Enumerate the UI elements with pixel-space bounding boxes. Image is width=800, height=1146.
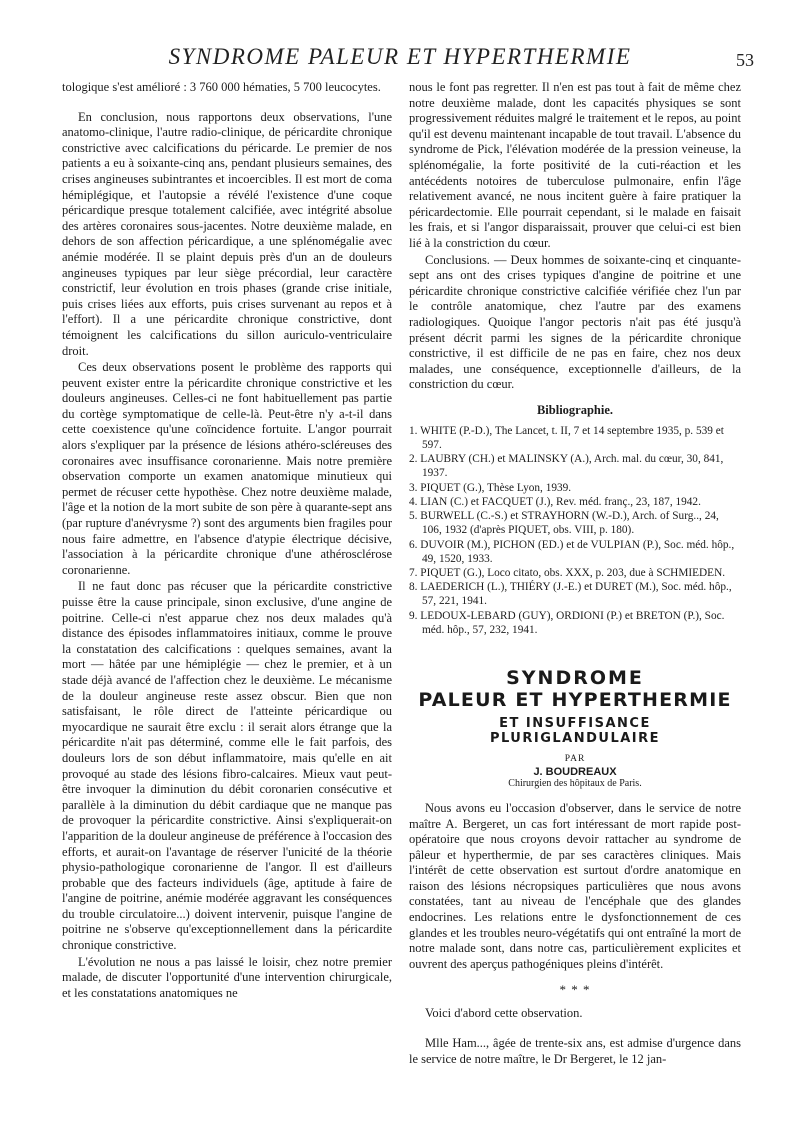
left-column (62, 80, 392, 1001)
paragraph: Ces deux observations posent le problème des rapports qui peuvent exister entre la péricardite chronique constrictive et les douleurs angineuses. Celles-ci ne font habituellement pas partie du cortège symptomatique de celle-là. Peut-être n'y a-t-il dans cette coexistence qu'une coïncidence fortuite. L'angor pourrait alors s'expliquer par la présence de lésions athéro-scléreuses des coronaires avec insuffisance coronarienne. Mais notre première observation comporte un examen anatomique minutieux qui permet de récuser cette hypothèse. Chez notre deuxième malade, l'âge et la notion de la mort subite de son père à quarante-sept ans (par rupture d'anévrysme ?) sont des arguments bien fragiles pour nous faire admettre, en l'absence d'atypie électrique décisive, l'association à la péricardite chronique d'une athérosclérose coronarienne. (62, 360, 392, 577)
bibliography-list (409, 424, 741, 637)
article-title-line: SYNDROME (506, 666, 644, 689)
paragraph: nous le font pas regretter. Il n'en est pas tout à fait de même chez notre deuxième malade, dont les capacités physiques se sont progressivement réduites malgré le traitement et le repos, au point qu'il est devenu maintenant incapable de tout travail. L'absence du syndrome de Pick, l'élévation modérée de la pression veineuse, la splénomégalie, la forte positivité de la cuti-réaction et les antécédents notoires de tuberculose pulmonaire, enfin l'âge relativement avancé, ne nous incitent guère à faire pratiquer la péricardectomie. Elle pourrait cependant, si le malade en faisait les frais, et si l'angor disparaissait, prouver que celui-ci est bien lié à la constriction du cœur. (409, 80, 741, 250)
article-subtitle-line: ET INSUFFISANCE (499, 715, 651, 731)
page-number: 53 (736, 50, 754, 70)
author-affiliation: Chirurgien des hôpitaux de Paris. (508, 777, 642, 789)
right-column (409, 80, 741, 1067)
reference-item: 8. LAEDERICH (L.), THIÉRY (J.-E.) et DURET (M.), Soc. méd. hôp., 57, 221, 1941. (409, 581, 732, 608)
reference-item: 5. BURWELL (C.-S.) et STRAYHORN (W.-D.), Arch. of Surg.., 24, 106, 1932 (d'après PIQUET, obs. VIII, p. 180). (409, 510, 719, 537)
article-title-line: PALEUR ET HYPERTHERMIE (418, 688, 732, 711)
article-subtitle-line: PLURIGLANDULAIRE (489, 730, 661, 746)
paragraph: Mlle Ham..., âgée de trente-six ans, est admise d'urgence dans le service de notre maître, le Dr Bergeret, le 12 jan- (409, 1036, 741, 1066)
reference-item: 6. DUVOIR (M.), PICHON (ED.) et de VULPIAN (P.), Soc. méd. hôp., 49, 1520, 1933. (409, 538, 735, 565)
reference-item: 3. PIQUET (G.), Thèse Lyon, 1939. (409, 481, 572, 494)
paragraph: L'évolution ne nous a pas laissé le loisir, chez notre premier malade, de discuter l'opportunité d'une intervention chirurgicale, et les constatations anatomiques ne (62, 954, 392, 1000)
paragraph: Nous avons eu l'occasion d'observer, dans le service de notre maître A. Bergeret, un cas fort intéressant de mort rapide post-opératoire que nous croyons devoir rattacher au syndrome de pâleur et hyperthermie, de par ses caractères cliniques. Mais l'intérêt de cette observation est surtout d'ordre anatomique en raison des lésions nécropsiques particulières que nous avons constatées, tant au niveau de l'encéphale que des glandes endocrines. Les relations entre le dysfonctionnement de ces glandes et les troubles neuro-végétatifs qui ont entraîné la mort de notre malade sont, dans notre cas, particulièrement explicites et ouvrent des aperçus pathogéniques pleins d'intérêt. (409, 800, 741, 971)
author-name: J. BOUDREAUX (533, 765, 617, 778)
reference-item: 1. WHITE (P.-D.), The Lancet, t. II, 7 et 14 septembre 1935, p. 539 et 597. (409, 424, 724, 452)
paragraph: tologique s'est amélioré : 3 760 000 hématies, 5 700 leucocytes. (62, 80, 381, 94)
section-separator: * * * (559, 982, 591, 998)
paragraph: Voici d'abord cette observation. (425, 1006, 583, 1021)
reference-item: 9. LEDOUX-LEBARD (GUY), ORDIONI (P.) et BRETON (P.), Soc. méd. hôp., 57, 232, 1941. (409, 609, 725, 636)
conclusions-paragraph: Conclusions. — Deux hommes de soixante-cinq et cinquante-sept ans ont des crises typiques d'angine de poitrine et une péricardite chronique constrictive calcifiée vérifiée chez l'un par le contrôle anatomique, chez l'autre par des examens radiologiques. Quoique l'angor pectoris n'ait pas été jusqu'à présent décrit parmi les signes de la péricardite chronique constrictive, il est difficile de ne pas en faire, chez nos deux malades, une conséquence, exceptionnelle d'ailleurs, de la constriction du cœur. (409, 252, 741, 392)
running-title: SYNDROME PALEUR ET HYPERTHERMIE (168, 44, 632, 69)
byline-par: PAR (564, 753, 586, 764)
reference-item: 4. LIAN (C.) et FACQUET (J.), Rev. méd. franç., 23, 187, 1942. (409, 495, 701, 508)
reference-item: 7. PIQUET (G.), Loco citato, obs. XXX, p. 203, due à SCHMIEDEN. (409, 566, 726, 579)
article-title (409, 667, 741, 746)
paragraph: Il ne faut donc pas récuser que la péricardite constrictive puisse être la cause principale, sinon exclusive, d'une angine de poitrine. Celle-ci n'est apparue chez nos deux malades qu'à distance des épisodes inflammatoires initiaux, comme le prouve la constatation des calcifications : quelques semaines, avant la mort — hâtée par une hémiplégie — chez le premier, et à un stade déjà avancé de l'affection chez le deuxième. Le mécanisme de la douleur angineuse reste assez obscur. Bien que non satisfaisant, le rôle direct de l'atteinte péricardique ou myocardique ne saurait être exclu : il serait alors étrange que la péricardite n'ait pas déterminé, comme elle le fait parfois, des douleurs lors de son début inflammatoire, mais qu'elle en ait provoqué au stade des lésions fibro-calcaires. Mieux vaut peut-être invoquer la diminution du débit coronarien consécutive et parallèle à la diminution du débit cardiaque que ne manque pas de provoquer la péricardite constrictive. Ainsi s'expliquerait-on l'apparition de la douleur angineuse de préférence à l'occasion des efforts, et aurait-on l'avantage de réserver l'unicité de la théorie physio-pathologique coronarienne de l'angor. Il est d'ailleurs probable que des facteurs individuels (âge, aptitude à faire de l'angine de poitrine, anémie modérée aggravant les conséquences du trouble circulatoire...) doivent intervenir, puisque l'angine de poitrine ne s'observe qu'exceptionnellement dans la péricardite chronique constrictive. (62, 579, 392, 953)
paragraph: En conclusion, nous rapportons deux observations, l'une anatomo-clinique, l'autre radio-clinique, de péricardite chronique constrictive avec calcifications du péricarde. Le premier de nos patients a eu à soixante-cinq ans, pendant plusieurs semaines, des crises angineuses subintrantes et incoercibles. Il est mort de coma hémiplégique, et l'autopsie a révélé l'existence d'une coque péricardique presque totalement calcifiée, avec intégrité absolue des artères coronaires sous-jacentes. Notre deuxième malade, en dehors de son affection péricardique, a une splénomégalie avec anémie modérée. Il se plaint depuis près d'un an de douleurs angineuses typiques par leur siège précordial, leur caractère constrictif, leur évolution en trois phases (grande crise initiale, puis crises liées aux efforts, puis crises survenant au repos et à l'effort). Il a une péricardite chronique constrictive, dont témoignent les calcifications du sillon auriculo-ventriculaire droit. (62, 109, 392, 358)
reference-item: 2. LAUBRY (CH.) et MALINSKY (A.), Arch. mal. du cœur, 30, 841, 1937. (409, 453, 724, 480)
bibliography-heading: Bibliographie. (536, 402, 614, 417)
